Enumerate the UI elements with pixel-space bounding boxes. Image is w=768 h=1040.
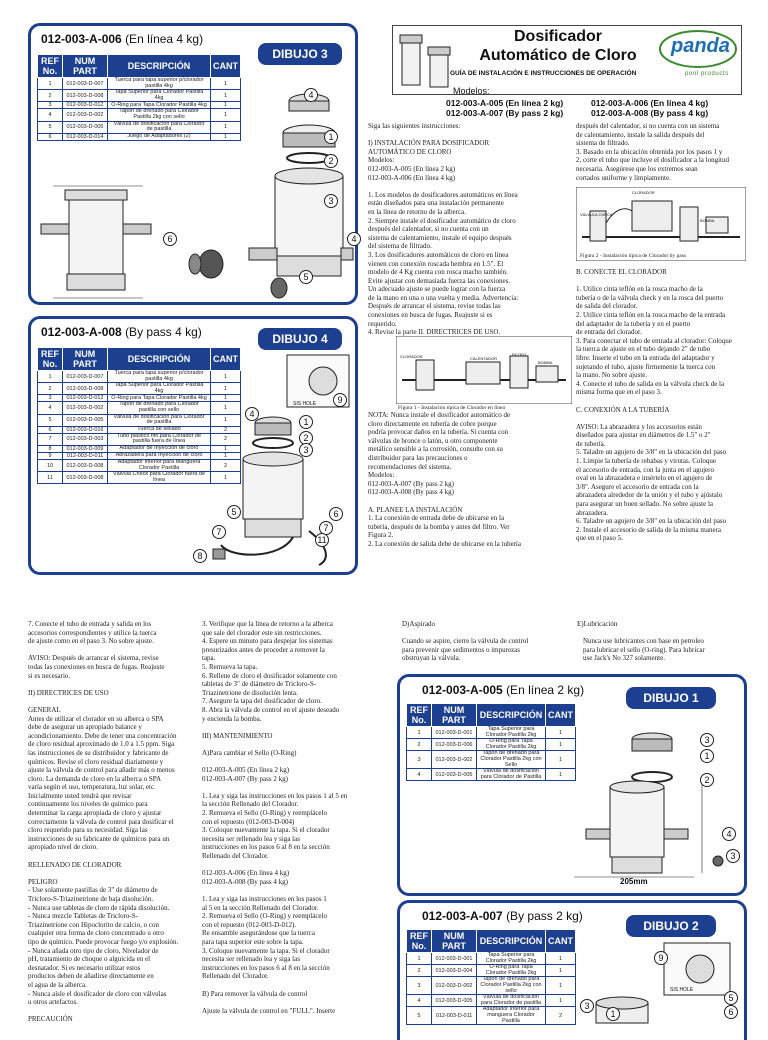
cell-desc: O-Ring para Tapa Clorador Pastilla 4kg [108,102,211,109]
cell-num: 012-003-D-002 [432,977,477,995]
figure-1-inline-install [396,336,572,404]
cell-num: 012-003-D-016 [63,426,108,433]
cell-num: 012-003-D-008 [63,383,108,395]
cell-desc: Válvula de dosificación para Clorador de Pastilla [477,769,546,781]
cell-desc: Válvula de dosificación para Clorador de pastilla [108,121,211,133]
cell-cant: 1 [211,78,241,90]
cell-num: 012-003-D-007 [63,371,108,383]
callout-1: 1 [606,1007,620,1021]
fig1-label-clorador: CLORADOR [400,354,423,359]
cell-desc: Tapa Superior para Clorador Pastilla 2kg [477,953,546,965]
model-variant: (En línea 4 kg) [125,32,204,46]
col-num: NUM PART [432,704,477,727]
cell-num: 012-003-D-002 [63,402,108,414]
cell-num: 012-003-D-001 [432,953,477,965]
cell-cant: 1 [211,109,241,121]
install-column-2: después del calentador, si no cuenta con un sistema de calentamiento, instale la salida después del sistema de filtrado. 3. Basado en la ubicación obtenida por los pasos 1 y 2, corte el tubo que incluye el dosificador a la longitud necesaria. Asegúrese que los extremos sean cortados uniforme y limpiamente. [576,122,729,182]
col-cant: CANT [211,348,241,371]
cell-num: 012-003-D-011 [63,452,108,459]
cell-desc: Abrazadera para Inyección de cloro [108,452,211,459]
cell-ref: 3 [407,977,432,995]
chlorinator-header-icon [396,27,458,93]
cell-desc: Tubo plástico fifo para Clorador de pastilla fuera de línea [108,433,211,445]
callout-3: 3 [299,443,313,457]
cell-cant: 2 [211,426,241,433]
cell-ref: 9 [38,452,63,459]
model-code: 012-003-A-008 [41,325,122,339]
cell-ref: 4 [38,109,63,121]
cell-cant: 2 [546,1007,576,1025]
lubricacion-text: Nunca use lubricantes con base en petroleo para lubricar el sello (O-ring). Para lubricar use Jack's No 327 solamente. [583,637,705,663]
drawing-badge: DIBUJO 1 [626,687,716,709]
col-desc: DESCRIPCIÓN [108,55,211,78]
fig2-label-valvula: VÁLVULA CHECK [580,212,613,217]
aspirado-title: D)Aspirado [402,620,436,628]
col-cant: CANT [546,704,576,727]
sis-hole-label: SIS HOLE [670,987,694,993]
col-cant: CANT [546,930,576,953]
cell-ref: 1 [407,727,432,739]
header-model-3: 012-003-A-006 (En línea 4 kg) [591,98,709,108]
lubricacion-title: E)Lubricación [577,620,618,628]
figure-1-caption: Figura 1 - Instalación típica de Clorador en línea [398,405,505,411]
cell-cant: 1 [546,727,576,739]
col-ref: REF No. [38,55,63,78]
cell-desc: Tapon de drenado para Clorador Pastilla 2kg con Sello [477,751,546,769]
figure-2-bypass-install [576,187,746,261]
callout-6: 6 [163,232,177,246]
cell-num: 012-003-D-007 [63,78,108,90]
header-title [458,28,658,65]
callout-3: 3 [324,194,338,208]
drawing-badge: DIBUJO 2 [626,915,716,937]
cell-cant: 1 [211,414,241,426]
fig1-label-filtro: FILTRO [512,352,526,357]
cell-num: 012-003-D-002 [63,109,108,121]
cell-num: 012-003-D-009 [63,445,108,452]
col-ref: REF No. [407,930,432,953]
col-num: NUM PART [63,55,108,78]
callout-3b: 3 [726,849,740,863]
sis-hole-label: SIS HOLE [293,401,317,407]
cell-desc: Tuerca para tapa superior p/clorador pastilla 4kg [108,371,211,383]
cell-cant: 1 [546,977,576,995]
cell-ref: 8 [38,445,63,452]
cell-desc: O-Ring para Tapa Clorador Pastilla 2kg [477,965,546,977]
callout-1: 1 [299,415,313,429]
cell-desc: Tuerca para tapa superior p/clorador pastilla 4kg [108,78,211,90]
cell-desc: Tapa Superior para Clorador Pastilla 2kg [477,727,546,739]
model-variant: (By pass 2 kg) [506,909,583,923]
cell-ref: 3 [38,102,63,109]
model-variant: (By pass 4 kg) [125,325,202,339]
cell-ref: 6 [38,426,63,433]
cell-cant: 1 [211,102,241,109]
cell-desc: Tuerca de sellado [108,426,211,433]
cell-num: 012-003-D-005 [432,995,477,1007]
callout-2: 2 [299,431,313,445]
install-column-1b: NOTA: Nunca instale el dosificador automático de cloro directamente en tubería de cobre porque podría provocar daños en la tubería. Si cuenta con válvulas de bronce o latón, u otro componente metálico sensible a la corrosión, consulte con su distribuidor para las precauciones o recomendaciones del sistema. Modelos: 012-003-A-007 (By pass 2 kg) 012-003-A-008 (By pass 4 kg) A. PLANEE LA INSTALACIÓN 1. La conexión de entrada debe de ubicarse en la tubería, después de la bomba y antes del filtro. Ver Figura 2. 2. La conexión de salida debe de ubicarse en la tubería [368,411,521,548]
col-ref: REF No. [407,704,432,727]
cell-ref: 2 [407,739,432,751]
cell-cant: 1 [211,472,241,484]
cell-num: 012-003-D-005 [432,769,477,781]
cell-cant: 1 [546,965,576,977]
cell-ref: 1 [38,78,63,90]
col-desc: DESCRIPCIÓN [477,704,546,727]
callout-2: 2 [700,773,714,787]
cell-cant: 1 [211,402,241,414]
fig1-label-calentador: CALENTADOR [470,356,498,361]
callout-5: 5 [299,270,313,284]
cell-num: 012-003-D-006 [432,739,477,751]
cell-cant: 1 [211,452,241,459]
cell-desc: Válvula de dosificación para Clorador de pastilla [108,414,211,426]
cell-ref: 5 [407,1007,432,1025]
header-subtitle: GUÍA DE INSTALACIÓN E INSTRUCCIONES DE OPERACIÓN [450,70,637,77]
callout-6: 6 [724,1005,738,1019]
header-model-4: 012-003-A-008 (By pass 4 kg) [591,108,709,118]
install-column-1: Siga las siguientes instrucciones: I) INSTALACIÓN PARA DOSIFICADOR AUTOMÁTICO DE CLORO Modelos: 012-003-A-005 (En línea 2 kg) 012-003-A-006 (En línea 4 kg) 1. Los modelos de dosificadores automáticos en línea están diseñados para una instalación permanente en la línea de retorno de la alberca. 2. Siempre instale el dosificador automático de cloro después del calentador, si no cuenta con un sistema de calentamiento, instale el equipo después del sistema de filtrado. 3. Los dosificadores automáticos de cloro en línea vienen con conexión roscada hembra en 1.5". El modelo de 4 Kg cuenta con rosca macho también. Evite ajustar con demasiada fuerza las conexiones. Un adecuado ajuste se puede lograr con la fuerza de la mano en una o una vuelta y media. Advertencia: Después de arrancar el sistema, revise todas las conexiones en busca de fugas. Reajuste si es requerido. 4. Revise la parte II. DIRECTRICES DE USO. [368,122,519,337]
drawing-badge: DIBUJO 3 [258,43,342,65]
cell-num: 012-003-D-003 [63,433,108,445]
callout-7b: 7 [319,521,333,535]
callout-5: 5 [724,991,738,1005]
cell-ref: 4 [38,402,63,414]
cell-ref: 5 [38,414,63,426]
col-desc: DESCRIPCIÓN [108,348,211,371]
callout-3: 3 [580,999,594,1013]
callout-2: 2 [324,154,338,168]
callout-1: 1 [324,130,338,144]
cell-ref: 2 [407,965,432,977]
cell-desc: Juego de Adaptadores (2) [108,133,211,140]
cell-desc: Tapon de drenado para Clorador Pastilla 2kg con sello [108,109,211,121]
model-variant: (En línea 2 kg) [506,683,585,697]
parts-panel-a008 [28,316,358,575]
models-label: Modelos: [453,86,490,96]
chlorinator-drawing-3 [31,26,355,302]
callout-9: 9 [654,951,668,965]
cell-desc: O-Ring para Tapa Clorador Pastilla 2kg [477,739,546,751]
cell-cant: 1 [211,371,241,383]
drawing-badge: DIBUJO 4 [258,328,342,350]
cell-cant: 1 [211,121,241,133]
cell-num: 012-003-D-012 [63,102,108,109]
cell-num: 012-003-D-011 [432,1007,477,1025]
cell-cant: 1 [211,395,241,402]
brand-tagline: pool products [685,71,729,77]
cell-num: 012-003-D-008 [63,90,108,102]
model-code: 012-003-A-007 [422,909,503,923]
cell-cant: 1 [211,133,241,140]
cell-ref: 2 [38,90,63,102]
callout-7: 7 [212,525,226,539]
cell-cant: 1 [546,739,576,751]
cell-desc: Tapa Superior para Clorador Pastilla 4kg [108,90,211,102]
callout-8: 8 [193,549,207,563]
parts-panel-a005 [397,674,747,896]
cell-ref: 6 [38,133,63,140]
cell-ref: 10 [38,459,63,471]
cell-num: 012-003-D-005 [63,414,108,426]
cell-num: 012-003-D-012 [63,395,108,402]
maintenance-column: 3. Verifique que la línea de retorno a la alberca que sale del clorador este sin restricciones. 4. Espere un minuto para despejar los sistemas presurizados antes de proceder a remover la tapa. 5. Remueva la tapa. 6. Rellene de cloro el dosificador solamente con tabletas de 3" de diámetro de Tricloro-S- Triazinetrione de disolución lenta. 7. Asegure la tapa del dosificador de cloro. 8. Abra la válvula de control en el ajuste deseado y encienda la bomba. III) MANTENIMIENTO A)Para cambiar el Sello (O-Ring) 012-003-A-005 (En línea 2 kg) 012-003-A-007 (By pass 2 kg) 1. Lea y siga las instrucciones en los pasos 1 al 5 en la sección Rellenado del Clorador. 2. Remueva el Sello (O-Ring) y reemplácelo con el repuesto (012-003-D-004) 3. Coloque nuevamente la tapa. Si el clorador necesita ser rellenado lea y siga las instrucciones en los pasos 6 al 8 en la sección Rellenado del Clorador. 012-003-A-006 (En línea 4 kg) 012-003-A-008 (By pass 4 kg) 1. Lea y siga las instrucciones en los pasos 1 al 5 en la sección Rellenado del Clorador. 2. Remueva el Sello (O-Ring) y reemplácelo con el repuesto (012-003-D-012). Re ensamble asegurándose que la tuerca para tapa superior este sobre la tapa. 3. Coloque nuevamente la tapa. Si el clorador necesita ser rellenado lea y siga las instrucciones en los pasos 6 al 8 en la sección Rellenado del Clorador. B) Para remover la válvula de control Ajuste la válvula de control en "FULL". Inserte [202,620,348,1015]
figure-2-caption: Figura 2 - Instalación típica de Clorador by pass [580,253,687,259]
chlorinator-drawing-1 [400,677,744,893]
cell-num: 012-003-D-008 [63,472,108,484]
parts-panel-a007 [397,900,747,1040]
cell-desc: Adaptador Interior para Manguera Clorador Pastilla [108,459,211,471]
callout-9: 9 [333,393,347,407]
callout-11: 11 [315,533,329,547]
cell-num: 012-003-D-014 [63,133,108,140]
col-num: NUM PART [63,348,108,371]
fig1-label-bomba: BOMBA [538,360,553,365]
aspirado-text: Cuando se aspire, cierre la válvula de control para prevenir que sedimentos o impurezas obstruyan la válvula. [402,637,529,663]
model-code: 012-003-A-005 [422,683,503,697]
cell-desc: Adaptador Interior para manguera Clorador Pastilla [477,1007,546,1025]
header-model-1: 012-003-A-005 (En línea 2 kg) [446,98,564,108]
cell-num: 012-003-D-008 [63,459,108,471]
cell-cant: 1 [211,383,241,395]
cell-num: 012-003-D-004 [432,965,477,977]
cell-ref: 3 [38,395,63,402]
col-cant: CANT [211,55,241,78]
cell-desc: Tapon de drenado para Clorador pastilla con sello [108,402,211,414]
title-line-1: Dosificador [513,28,602,45]
cell-cant: 1 [211,445,241,452]
cell-desc: Adaptador de Inyección de cloro [108,445,211,452]
callout-3: 3 [700,733,714,747]
callout-6: 6 [329,507,343,521]
cell-ref: 1 [407,953,432,965]
cell-desc: Tapa Superior para Clorador Pastilla 4kg [108,383,211,395]
cell-ref: 3 [407,751,432,769]
cell-cant: 2 [211,433,241,445]
cell-cant: 1 [211,90,241,102]
install-column-2b: B. CONECTE EL CLORADOR 1. Utilice cinta teflón en la rosca macho de la tubería o de la válvula check y en la rosca del puerto de salida del clorador. 2. Utilice cinta teflón en la rosca macho de la entrada del adaptador de la tubería y en el puerto de entrada del clorador. 3. Para conectar el tubo de entrada al clorador: Coloque la tuerca de ajuste en el tubo dejando 2" de tubo libre. Inserte el tubo en la entrada del adaptador y sujetando el tubo, ajuste firmemente la tuerca con la mano. No sobre ajuste. 4. Conecte el tubo de salida en la válvula check de la misma forma que en el paso 3. C. CONEXIÓN A LA TUBERÍA AVISO: La abrazadera y los accesorios están diseñados para ajustar en diámetros de 1.5" o 2" de tubería. 5. Taladre un agujero de 3/8" en la ubicación del paso 1. Limpie la tubería de rebabas y virutas. Coloque el accesorio de entrada, con la junta en el agujero oval en la abrazadera e insértelo en el agujero de 3/8". Asegure el accesorio de entrada con la abrazadera alrededor de la unión y el tubo y ajústalo para asegurar un buen sellado. No sobre ajuste la abrazadera. 6. Taladre un agujero de 3/8" en la ubicación del paso 2. Instale el accesorio de salida de la misma manera que en el paso 5. [576,268,732,543]
cell-ref: 5 [38,121,63,133]
callout-4: 4 [245,407,259,421]
cell-desc: Tapon de drenado para Clorador Pastilla 2kg con sello [477,977,546,995]
fig2-label-clorador: CLORADOR [632,190,655,195]
fig2-label-bomba: BOMBA [700,218,715,223]
cell-desc: O-Ring para Tapa Clorador Pastilla 4kg [108,395,211,402]
cell-ref: 1 [38,371,63,383]
cell-cant: 1 [546,769,576,781]
header-model-2: 012-003-A-007 (By pass 2 kg) [446,108,564,118]
cell-desc: Válvula Check para Clorador fuera de línea [108,472,211,484]
callout-1: 1 [700,749,714,763]
usage-column-1: 7. Conecte el tubo de entrada y salida en los accesorios correspondientes y utilice la tuerca de ajuste como en el paso 3. No sobre ajuste. AVISO: Después de arrancar el sistema, revise todas las conexiones en busca de fugas. Reajuste si es necesario. II) DIRECTRICES DE USO GENERAL Antes de utilizar el clorador en su alberca o SPA debe de asegurar un apropiado balance y acondicionamiento. Debe de tener una concentración de cloro residual aproximado de 1.0 a 1.5 ppm. Siga las instrucciones de su distribuidor y fabricante de químicos. Revise el cloro residual diariamente y ajuste la válvula de control para añadir más o menos cloro. La demanda de cloro en la alberca o SPA varía según el uso, temperatura, luz solar, etc. Inicialmente usted tendrá que revisar continuamente los niveles de químico para determinar la carga apropiada de cloro y ajustar correctamente la válvula de control para dosificar el cloro requerido para su necesidad. Siga las instrucciones de su fabricante de químicos para un apropiado nivel de cloro. RELLENADO DE CLORADOR PELIGRO - Use solamente pastillas de 3" de diámetro de Tricloro-S-Triazinetrione de baja disolución. - Nunca use tabletas de cloro de rápida disolución. - Nunca mezcle Tabletas de Tricloro-S- Triazinetrione con Hipoclorito de calcio, o con cualquier otra forma de cloro concentrado u otro tipo de químico. Puede provocar fuego y/o explosión. - Nunca añada otro tipo de cloro, Nivelador de pH, tratamiento de choque o alguicida en el desnatador. Si es necesario utilizar estos productos deben de añadirse directamente en el agua de la alberca. - Nunca aísle el dosificador de cloro con válvulas u otros artefactos. PRECAUCIÓN [28,620,179,1024]
cell-num: 012-003-D-002 [432,751,477,769]
brand-name: panda [671,35,730,57]
callout-4: 4 [304,88,318,102]
cell-cant: 1 [546,751,576,769]
cell-num: 012-003-D-005 [63,121,108,133]
cell-ref: 11 [38,472,63,484]
cell-ref: 4 [407,995,432,1007]
cell-num: 012-003-D-001 [432,727,477,739]
width-dimension: 205mm [620,877,648,886]
title-line-2: Automático de Cloro [479,47,637,64]
cell-cant: 1 [546,995,576,1007]
cell-cant: 1 [546,953,576,965]
callout-4b: 4 [347,232,361,246]
cell-ref: 2 [38,383,63,395]
callout-5: 5 [227,505,241,519]
cell-cant: 2 [211,459,241,471]
col-num: NUM PART [432,930,477,953]
chlorinator-drawing-2 [400,903,744,1027]
model-code: 012-003-A-006 [41,32,122,46]
brand-logo [657,29,739,83]
cell-ref: 4 [407,769,432,781]
cell-desc: Válvula de dosificación para Clorador de pastilla [477,995,546,1007]
callout-4: 4 [722,827,736,841]
col-desc: DESCRIPCIÓN [477,930,546,953]
parts-panel-a006 [28,23,358,305]
cell-ref: 7 [38,433,63,445]
col-ref: REF No. [38,348,63,371]
